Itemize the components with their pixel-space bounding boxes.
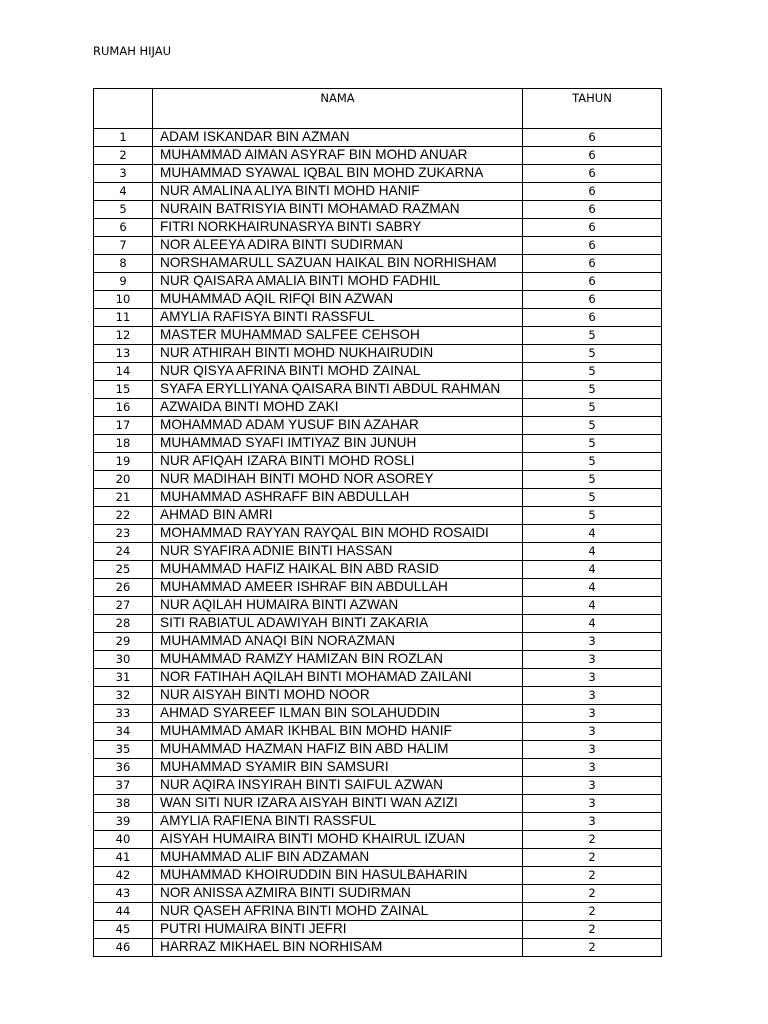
row-number: 42 bbox=[94, 867, 153, 885]
row-nama: PUTRI HUMAIRA BINTI JEFRI bbox=[153, 921, 523, 939]
row-nama: MUHAMMAD AMAR IKHBAL BIN MOHD HANIF bbox=[153, 723, 523, 741]
row-nama: MOHAMMAD RAYYAN RAYQAL BIN MOHD ROSAIDI bbox=[153, 525, 523, 543]
row-number: 37 bbox=[94, 777, 153, 795]
row-nama: FITRI NORKHAIRUNASRYA BINTI SABRY bbox=[153, 219, 523, 237]
row-tahun: 3 bbox=[523, 777, 662, 795]
row-nama: MUHAMMAD RAMZY HAMIZAN BIN ROZLAN bbox=[153, 651, 523, 669]
row-number: 10 bbox=[94, 291, 153, 309]
row-number: 28 bbox=[94, 615, 153, 633]
row-nama: AMYLIA RAFIENA BINTI RASSFUL bbox=[153, 813, 523, 831]
row-tahun: 3 bbox=[523, 795, 662, 813]
row-tahun: 3 bbox=[523, 687, 662, 705]
row-nama: AISYAH HUMAIRA BINTI MOHD KHAIRUL IZUAN bbox=[153, 831, 523, 849]
row-nama: WAN SITI NUR IZARA AISYAH BINTI WAN AZIZI bbox=[153, 795, 523, 813]
row-number: 5 bbox=[94, 201, 153, 219]
row-number: 23 bbox=[94, 525, 153, 543]
row-tahun: 6 bbox=[523, 255, 662, 273]
row-nama: MUHAMMAD AQIL RIFQI BIN AZWAN bbox=[153, 291, 523, 309]
row-nama: NORSHAMARULL SAZUAN HAIKAL BIN NORHISHAM bbox=[153, 255, 523, 273]
row-nama: HARRAZ MIKHAEL BIN NORHISAM bbox=[153, 939, 523, 957]
row-tahun: 3 bbox=[523, 669, 662, 687]
table-row bbox=[94, 129, 662, 147]
row-number: 7 bbox=[94, 237, 153, 255]
row-tahun: 4 bbox=[523, 561, 662, 579]
table-row bbox=[94, 813, 662, 831]
row-number: 24 bbox=[94, 543, 153, 561]
table-row bbox=[94, 777, 662, 795]
row-number: 26 bbox=[94, 579, 153, 597]
row-number: 25 bbox=[94, 561, 153, 579]
row-number: 34 bbox=[94, 723, 153, 741]
header-nama: NAMA bbox=[153, 89, 523, 129]
table-row bbox=[94, 363, 662, 381]
row-nama: MUHAMMAD ANAQI BIN NORAZMAN bbox=[153, 633, 523, 651]
row-nama: MUHAMMAD HAZMAN HAFIZ BIN ABD HALIM bbox=[153, 741, 523, 759]
row-tahun: 2 bbox=[523, 867, 662, 885]
row-number: 12 bbox=[94, 327, 153, 345]
row-number: 29 bbox=[94, 633, 153, 651]
row-nama: NUR AISYAH BINTI MOHD NOOR bbox=[153, 687, 523, 705]
row-number: 1 bbox=[94, 129, 153, 147]
row-number: 30 bbox=[94, 651, 153, 669]
row-tahun: 2 bbox=[523, 903, 662, 921]
table-row bbox=[94, 543, 662, 561]
row-nama: NUR AQIRA INSYIRAH BINTI SAIFUL AZWAN bbox=[153, 777, 523, 795]
row-number: 2 bbox=[94, 147, 153, 165]
row-number: 16 bbox=[94, 399, 153, 417]
table-row bbox=[94, 597, 662, 615]
row-tahun: 6 bbox=[523, 147, 662, 165]
row-tahun: 6 bbox=[523, 237, 662, 255]
table-row bbox=[94, 201, 662, 219]
row-number: 33 bbox=[94, 705, 153, 723]
table-row bbox=[94, 381, 662, 399]
row-nama: NOR ANISSA AZMIRA BINTI SUDIRMAN bbox=[153, 885, 523, 903]
student-table bbox=[93, 88, 662, 957]
table-row bbox=[94, 939, 662, 957]
table-row bbox=[94, 309, 662, 327]
table-row bbox=[94, 903, 662, 921]
table-row bbox=[94, 291, 662, 309]
table-row bbox=[94, 489, 662, 507]
row-nama: MUHAMMAD HAFIZ HAIKAL BIN ABD RASID bbox=[153, 561, 523, 579]
table-row bbox=[94, 795, 662, 813]
row-nama: MUHAMMAD SYAFI IMTIYAZ BIN JUNUH bbox=[153, 435, 523, 453]
row-nama: NUR QISYA AFRINA BINTI MOHD ZAINAL bbox=[153, 363, 523, 381]
row-tahun: 5 bbox=[523, 345, 662, 363]
table-row bbox=[94, 579, 662, 597]
row-tahun: 6 bbox=[523, 309, 662, 327]
table-row bbox=[94, 183, 662, 201]
row-tahun: 3 bbox=[523, 759, 662, 777]
table-header-row bbox=[94, 89, 662, 129]
table-row bbox=[94, 417, 662, 435]
row-tahun: 5 bbox=[523, 471, 662, 489]
row-nama: NUR ATHIRAH BINTI MOHD NUKHAIRUDIN bbox=[153, 345, 523, 363]
row-tahun: 4 bbox=[523, 597, 662, 615]
row-nama: MOHAMMAD ADAM YUSUF BIN AZAHAR bbox=[153, 417, 523, 435]
row-number: 21 bbox=[94, 489, 153, 507]
table-row bbox=[94, 831, 662, 849]
table-row bbox=[94, 525, 662, 543]
row-number: 9 bbox=[94, 273, 153, 291]
header-tahun: TAHUN bbox=[523, 89, 662, 129]
table-row bbox=[94, 561, 662, 579]
header-number bbox=[94, 89, 153, 129]
row-number: 27 bbox=[94, 597, 153, 615]
row-nama: AMYLIA RAFISYA BINTI RASSFUL bbox=[153, 309, 523, 327]
row-nama: MUHAMMAD KHOIRUDDIN BIN HASULBAHARIN bbox=[153, 867, 523, 885]
table-row bbox=[94, 759, 662, 777]
table-row bbox=[94, 669, 662, 687]
row-tahun: 2 bbox=[523, 831, 662, 849]
row-tahun: 4 bbox=[523, 543, 662, 561]
table-body bbox=[94, 129, 662, 957]
table-row bbox=[94, 273, 662, 291]
row-tahun: 3 bbox=[523, 633, 662, 651]
row-nama: MUHAMMAD AMEER ISHRAF BIN ABDULLAH bbox=[153, 579, 523, 597]
table-row bbox=[94, 723, 662, 741]
row-nama: SYAFA ERYLLIYANA QAISARA BINTI ABDUL RAHMAN bbox=[153, 381, 523, 399]
row-tahun: 5 bbox=[523, 363, 662, 381]
row-number: 14 bbox=[94, 363, 153, 381]
row-tahun: 5 bbox=[523, 489, 662, 507]
row-nama: NUR MADIHAH BINTI MOHD NOR ASOREY bbox=[153, 471, 523, 489]
row-nama: NUR SYAFIRA ADNIE BINTI HASSAN bbox=[153, 543, 523, 561]
row-number: 22 bbox=[94, 507, 153, 525]
row-nama: NOR ALEEYA ADIRA BINTI SUDIRMAN bbox=[153, 237, 523, 255]
row-tahun: 5 bbox=[523, 435, 662, 453]
row-number: 19 bbox=[94, 453, 153, 471]
row-number: 11 bbox=[94, 309, 153, 327]
table-row bbox=[94, 633, 662, 651]
row-number: 4 bbox=[94, 183, 153, 201]
row-tahun: 6 bbox=[523, 273, 662, 291]
row-tahun: 2 bbox=[523, 849, 662, 867]
row-nama: NUR QAISARA AMALIA BINTI MOHD FADHIL bbox=[153, 273, 523, 291]
table-row bbox=[94, 705, 662, 723]
row-number: 41 bbox=[94, 849, 153, 867]
table-row bbox=[94, 453, 662, 471]
row-number: 40 bbox=[94, 831, 153, 849]
row-number: 38 bbox=[94, 795, 153, 813]
row-tahun: 5 bbox=[523, 417, 662, 435]
row-number: 31 bbox=[94, 669, 153, 687]
table-row bbox=[94, 867, 662, 885]
row-nama: NUR AQILAH HUMAIRA BINTI AZWAN bbox=[153, 597, 523, 615]
table-row bbox=[94, 255, 662, 273]
row-tahun: 2 bbox=[523, 921, 662, 939]
row-number: 20 bbox=[94, 471, 153, 489]
row-number: 17 bbox=[94, 417, 153, 435]
row-nama: NUR AFIQAH IZARA BINTI MOHD ROSLI bbox=[153, 453, 523, 471]
document-title: RUMAH HIJAU bbox=[93, 44, 172, 58]
table-row bbox=[94, 327, 662, 345]
row-tahun: 3 bbox=[523, 651, 662, 669]
row-tahun: 5 bbox=[523, 327, 662, 345]
table-row bbox=[94, 435, 662, 453]
row-tahun: 3 bbox=[523, 705, 662, 723]
row-nama: AHMAD SYAREEF ILMAN BIN SOLAHUDDIN bbox=[153, 705, 523, 723]
row-tahun: 6 bbox=[523, 165, 662, 183]
row-nama: AHMAD BIN AMRI bbox=[153, 507, 523, 525]
row-tahun: 2 bbox=[523, 885, 662, 903]
row-nama: MUHAMMAD SYAWAL IQBAL BIN MOHD ZUKARNA bbox=[153, 165, 523, 183]
row-nama: MUHAMMAD ALIF BIN ADZAMAN bbox=[153, 849, 523, 867]
table-row bbox=[94, 237, 662, 255]
row-nama: MUHAMMAD AIMAN ASYRAF BIN MOHD ANUAR bbox=[153, 147, 523, 165]
table-row bbox=[94, 687, 662, 705]
row-number: 15 bbox=[94, 381, 153, 399]
row-nama: SITI RABIATUL ADAWIYAH BINTI ZAKARIA bbox=[153, 615, 523, 633]
row-nama: MUHAMMAD ASHRAFF BIN ABDULLAH bbox=[153, 489, 523, 507]
table-row bbox=[94, 507, 662, 525]
table-row bbox=[94, 885, 662, 903]
row-number: 36 bbox=[94, 759, 153, 777]
row-number: 44 bbox=[94, 903, 153, 921]
row-tahun: 2 bbox=[523, 939, 662, 957]
row-number: 43 bbox=[94, 885, 153, 903]
row-tahun: 4 bbox=[523, 615, 662, 633]
table-row bbox=[94, 849, 662, 867]
row-tahun: 5 bbox=[523, 399, 662, 417]
table-row bbox=[94, 399, 662, 417]
row-tahun: 6 bbox=[523, 291, 662, 309]
table-row bbox=[94, 921, 662, 939]
row-tahun: 6 bbox=[523, 129, 662, 147]
row-number: 8 bbox=[94, 255, 153, 273]
row-nama: NOR FATIHAH AQILAH BINTI MOHAMAD ZAILANI bbox=[153, 669, 523, 687]
table-row bbox=[94, 147, 662, 165]
row-nama: NURAIN BATRISYIA BINTI MOHAMAD RAZMAN bbox=[153, 201, 523, 219]
row-tahun: 5 bbox=[523, 381, 662, 399]
row-tahun: 3 bbox=[523, 813, 662, 831]
table-row bbox=[94, 471, 662, 489]
row-number: 46 bbox=[94, 939, 153, 957]
row-number: 45 bbox=[94, 921, 153, 939]
table-row bbox=[94, 615, 662, 633]
row-tahun: 5 bbox=[523, 507, 662, 525]
table-row bbox=[94, 651, 662, 669]
row-nama: MASTER MUHAMMAD SALFEE CEHSOH bbox=[153, 327, 523, 345]
row-number: 3 bbox=[94, 165, 153, 183]
row-tahun: 5 bbox=[523, 453, 662, 471]
row-nama: ADAM ISKANDAR BIN AZMAN bbox=[153, 129, 523, 147]
row-tahun: 4 bbox=[523, 525, 662, 543]
row-tahun: 6 bbox=[523, 183, 662, 201]
row-nama: NUR QASEH AFRINA BINTI MOHD ZAINAL bbox=[153, 903, 523, 921]
row-nama: MUHAMMAD SYAMIR BIN SAMSURI bbox=[153, 759, 523, 777]
row-tahun: 6 bbox=[523, 201, 662, 219]
table-row bbox=[94, 345, 662, 363]
row-number: 18 bbox=[94, 435, 153, 453]
row-number: 35 bbox=[94, 741, 153, 759]
row-tahun: 6 bbox=[523, 219, 662, 237]
row-tahun: 3 bbox=[523, 741, 662, 759]
row-number: 13 bbox=[94, 345, 153, 363]
row-tahun: 4 bbox=[523, 579, 662, 597]
table-row bbox=[94, 165, 662, 183]
row-nama: AZWAIDA BINTI MOHD ZAKI bbox=[153, 399, 523, 417]
table-row bbox=[94, 741, 662, 759]
row-nama: NUR AMALINA ALIYA BINTI MOHD HANIF bbox=[153, 183, 523, 201]
row-tahun: 3 bbox=[523, 723, 662, 741]
row-number: 6 bbox=[94, 219, 153, 237]
row-number: 32 bbox=[94, 687, 153, 705]
row-number: 39 bbox=[94, 813, 153, 831]
table-row bbox=[94, 219, 662, 237]
